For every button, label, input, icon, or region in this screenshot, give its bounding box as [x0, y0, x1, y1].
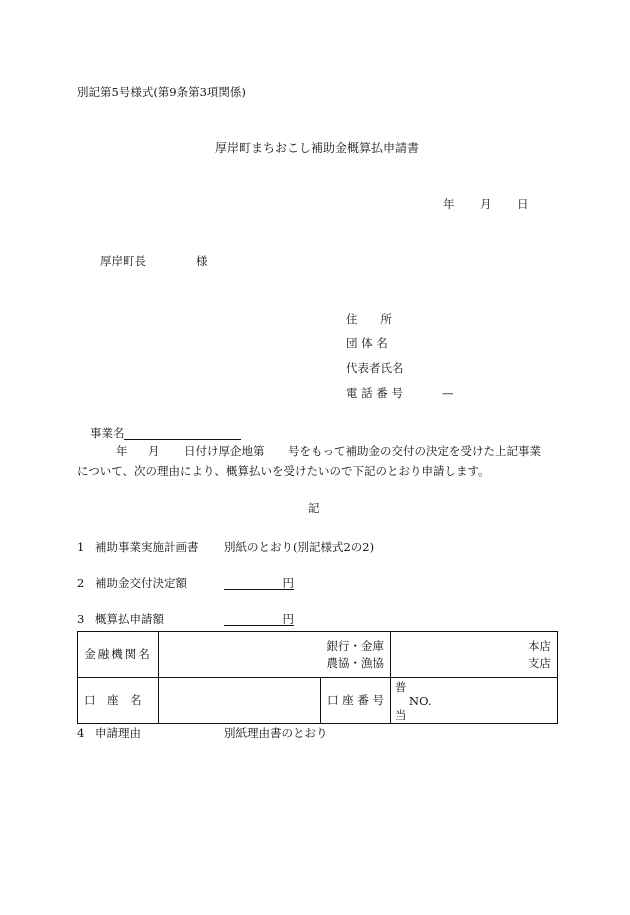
account-type-2: 当: [395, 707, 407, 722]
bank-type-2: 農協・漁協: [326, 655, 384, 670]
bank-account-table: [77, 631, 558, 724]
date-month: 月: [480, 197, 492, 211]
item-2-unit: 円: [282, 576, 294, 590]
account-name-label: 口 座 名: [78, 678, 159, 724]
body-number-text: 号をもって補助金の交付の決定を受けた上記事業: [288, 444, 541, 458]
item-3-label: 概算払申請額: [95, 612, 164, 626]
account-name-cell[interactable]: [159, 678, 321, 724]
item-1-number: 1: [77, 540, 85, 554]
item-3-amount-field[interactable]: [224, 614, 294, 626]
phone-label: 電 話 番 号: [346, 386, 403, 400]
address-label: 住 所: [346, 312, 392, 326]
item-4-label: 申請理由: [95, 726, 141, 740]
date-day: 日: [517, 197, 529, 211]
account-no-label: NO.: [409, 693, 432, 708]
item-3-unit: 円: [282, 612, 294, 626]
bank-row-institution: [78, 632, 558, 678]
ki-heading: 記: [308, 501, 320, 515]
bank-row-account: [78, 678, 558, 724]
account-type-1: 普: [395, 679, 407, 694]
phone-separator: —: [442, 386, 454, 400]
account-number-label: 口 座 番 号: [321, 678, 391, 724]
org-name-label: 団 体 名: [346, 336, 388, 350]
branch-2: 支店: [528, 655, 551, 670]
project-name-field[interactable]: [124, 428, 241, 440]
item-1-value: 別紙のとおり(別記様式2の2): [224, 540, 375, 554]
addressee-honorific: 様: [196, 254, 208, 268]
account-number-cell[interactable]: [391, 678, 558, 724]
date-year: 年: [443, 197, 455, 211]
bank-type-1: 銀行・金庫: [326, 638, 384, 653]
item-2-amount-field[interactable]: [224, 578, 294, 590]
document-title: 厚岸町まちおこし補助金概算払申請書: [215, 141, 420, 155]
body-year: 年: [116, 444, 128, 458]
project-name-label: 事業名: [90, 426, 125, 440]
body-date-ref: 日付け厚企地第: [184, 444, 265, 458]
form-reference: 別記第5号様式(第9条第3項関係): [77, 85, 246, 99]
branch-1: 本店: [528, 638, 551, 653]
item-4-number: 4: [77, 726, 85, 740]
institution-cell[interactable]: [159, 632, 391, 678]
item-4-value: 別紙理由書のとおり: [224, 726, 328, 740]
item-1-label: 補助事業実施計画書: [95, 540, 199, 554]
item-2-label: 補助金交付決定額: [95, 576, 187, 590]
addressee-name: 厚岸町長: [100, 254, 146, 268]
branch-cell[interactable]: [391, 632, 558, 678]
institution-label: 金融機関名: [78, 632, 159, 678]
representative-label: 代表者氏名: [346, 361, 404, 375]
item-3-number: 3: [77, 612, 85, 626]
body-month: 月: [148, 444, 160, 458]
item-2-number: 2: [77, 576, 85, 590]
body-line-2: について、次の理由により、概算払いを受けたいので下記のとおり申請します。: [77, 464, 490, 478]
